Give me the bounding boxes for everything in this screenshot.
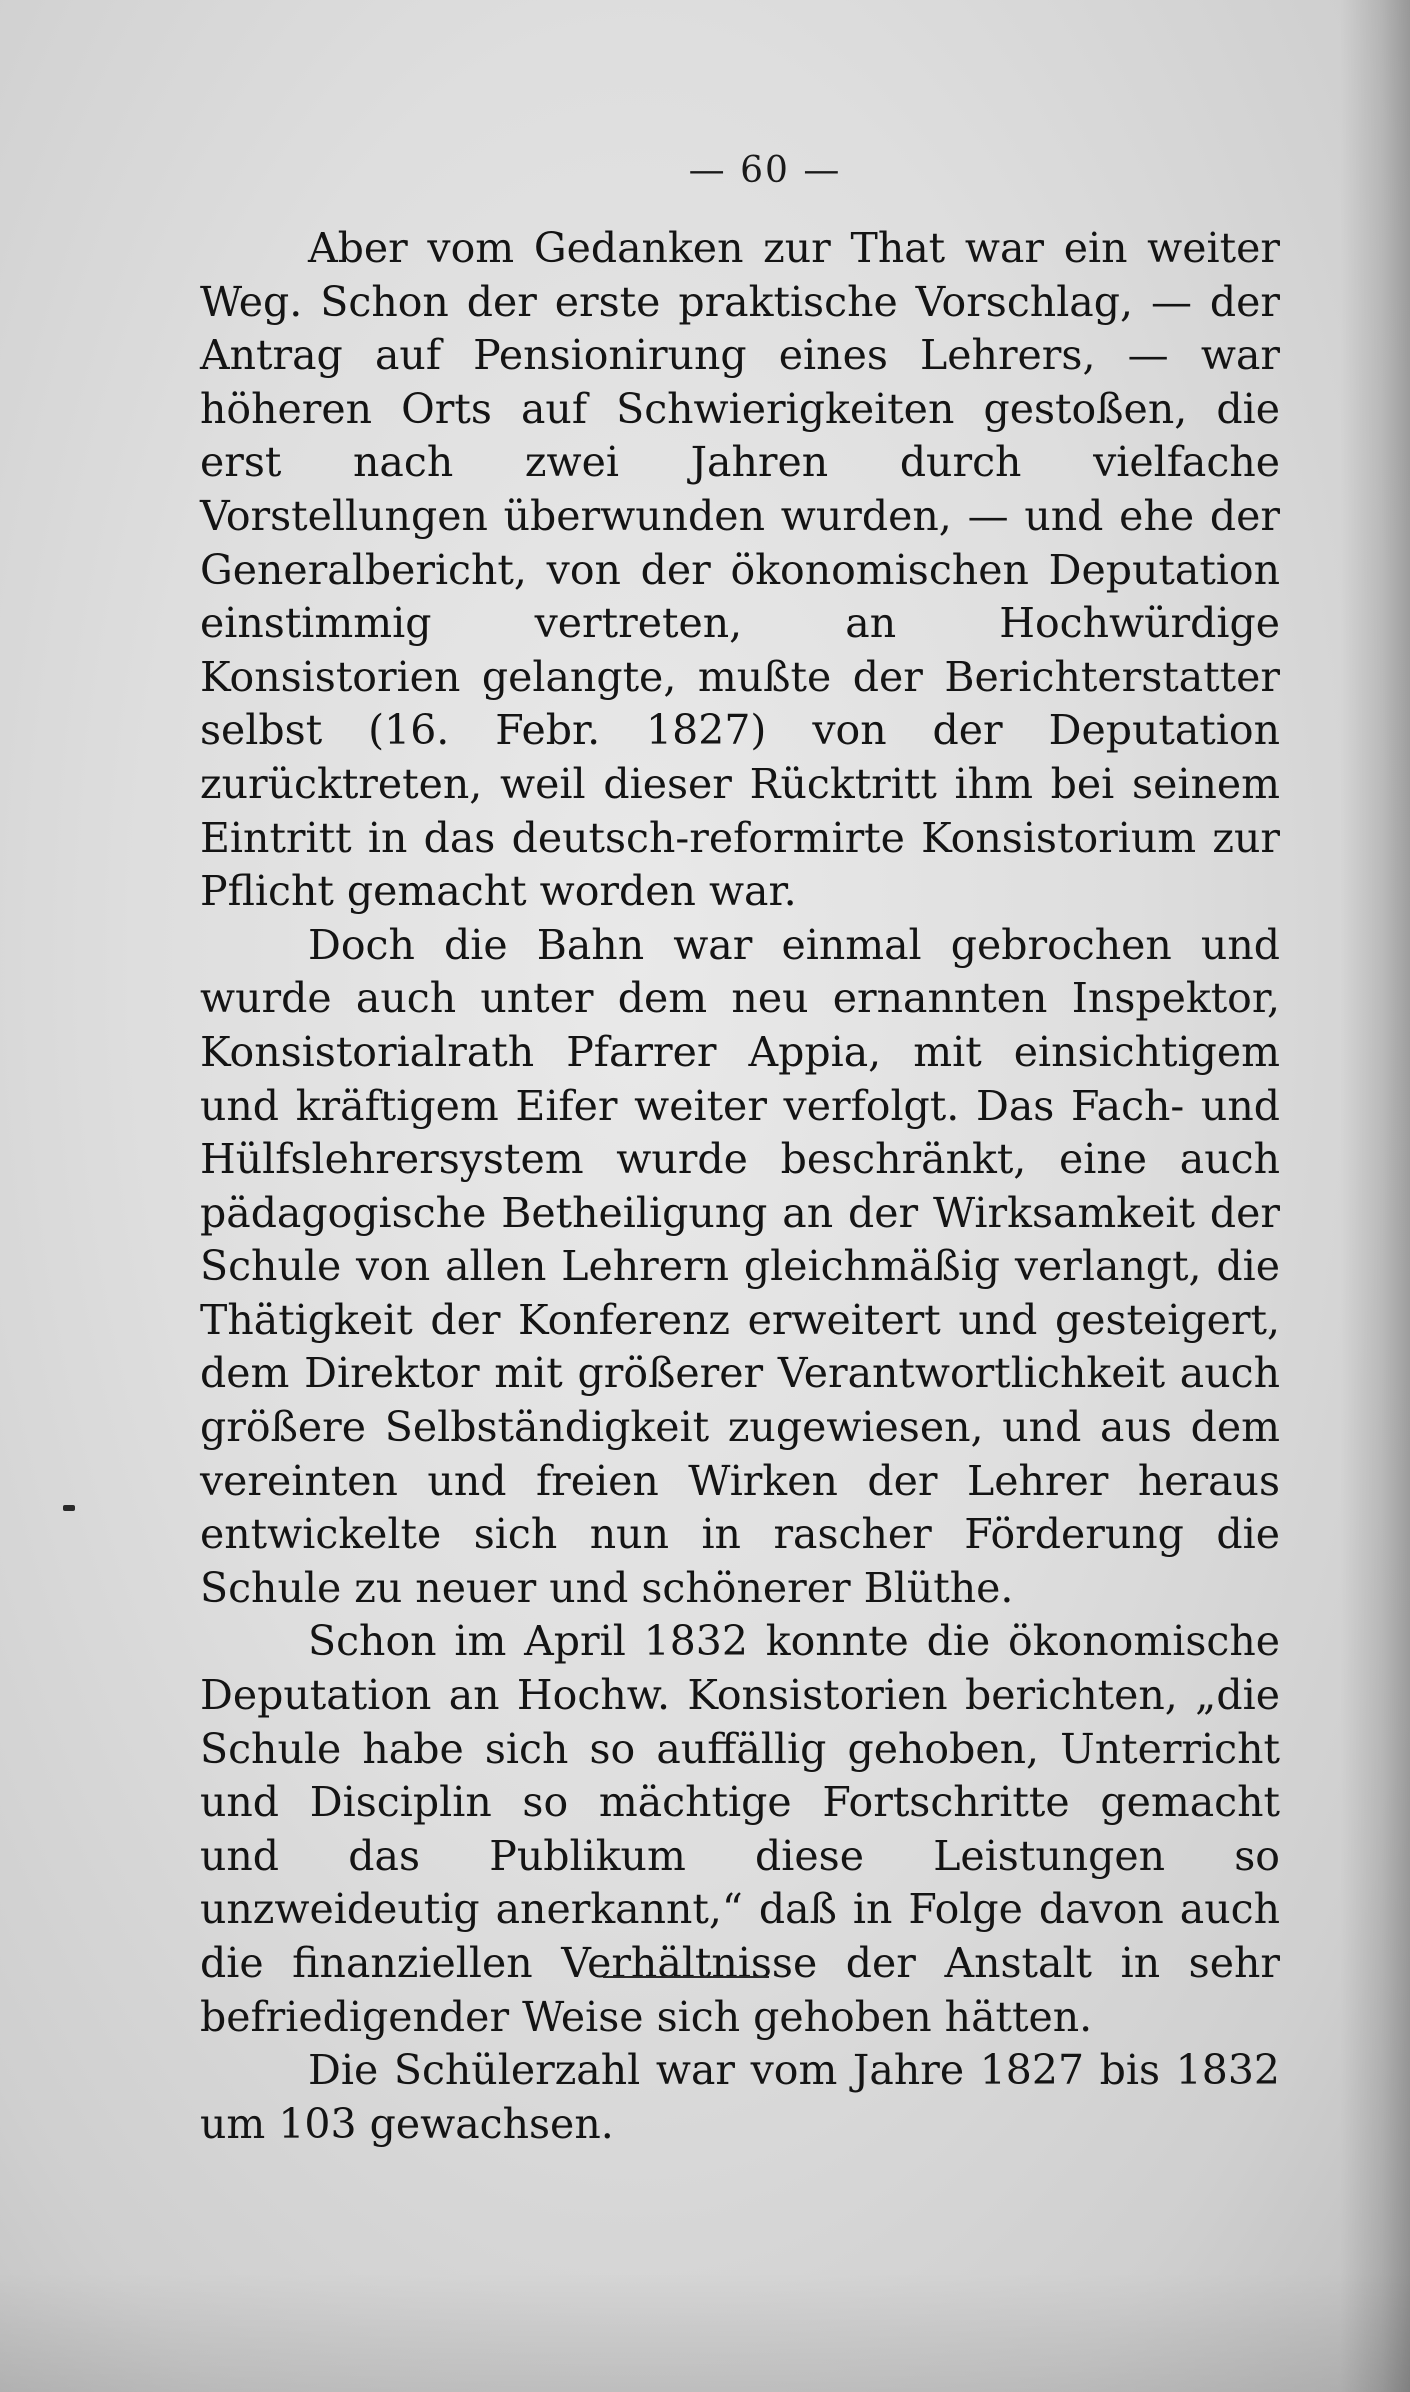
- paragraph-3: Schon im April 1832 konnte die ökonomische Deputation an Hochw. Konsistorien berichten, „die Schule habe sich so auffällig gehoben, Unterricht und Disciplin so mächtige Fortschritte gemacht und das Publikum diese Leistungen so unzweideutig anerkannt,“ daß in Folge davon auch die finanziellen Verhältnisse der Anstalt in sehr befriedigender Weise sich gehoben hätten.: [200, 1617, 1280, 2041]
- page-bottom-shadow: [0, 2272, 1410, 2392]
- page-number: — 60 —: [688, 150, 842, 191]
- end-separator-rule: [603, 1976, 769, 1978]
- paragraph-2: Doch die Bahn war einmal gebrochen und wurde auch unter dem neu ernannten Inspektor, Konsistorialrath Pfarrer Appia, mit einsichtigem und kräftigem Eifer weiter verfolgt. Das Fach- und Hülfslehrersystem wurde beschränkt, eine auch pädagogische Betheiligung an der Wirksamkeit der Schule von allen Lehrern gleichmäßig verlangt, die Thätigkeit der Konferenz erweitert und gesteigert, dem Direktor mit größerer Verantwortlichkeit auch größere Selbständigkeit zugewiesen, und aus dem vereinten und freien Wirken der Lehrer heraus entwickelte sich nun in rascher Förderung die Schule zu neuer und schönerer Blüthe.: [200, 920, 1280, 1612]
- paragraph-4: Die Schülerzahl war vom Jahre 1827 bis 1832 um 103 gewachsen.: [200, 2046, 1280, 2148]
- body-text: [200, 222, 1280, 2151]
- paragraph-1: Aber vom Gedanken zur That war ein weiter Weg. Schon der erste praktische Vorschlag, — der Antrag auf Pensionirung eines Lehrers, — war höheren Orts auf Schwierigkeiten gestoßen, die erst nach zwei Jahren durch vielfache Vorstellungen überwunden wurden, — und ehe der Generalbericht, von der ökonomischen Deputation einstimmig vertreten, an Hochwürdige Konsistorien gelangte, mußte der Berichterstatter selbst (16. Febr. 1827) von der Deputation zurücktreten, weil dieser Rücktritt ihm bei seinem Eintritt in das deutsch-reformirte Konsistorium zur Pflicht gemacht worden war.: [200, 224, 1280, 916]
- margin-mark: [63, 1505, 75, 1511]
- page-gutter-shadow: [1340, 0, 1410, 2392]
